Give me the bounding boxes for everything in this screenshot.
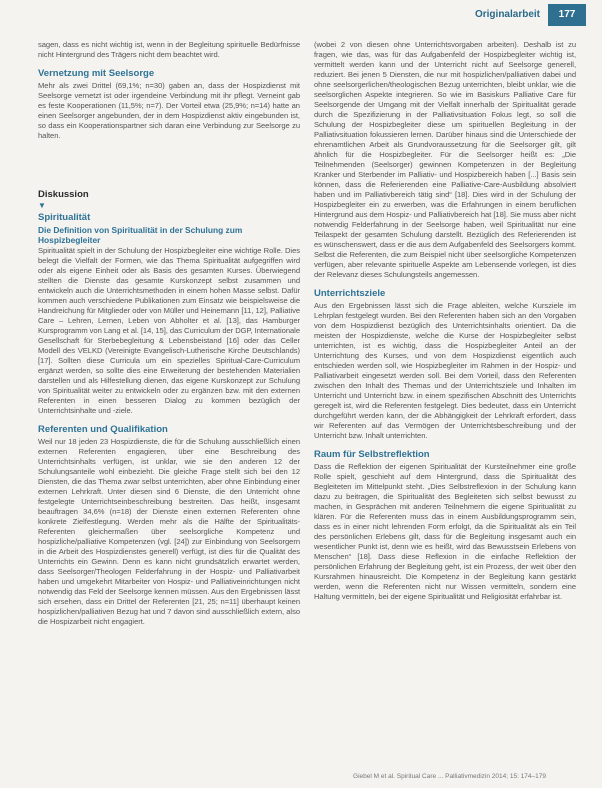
- intro-paragraph: sagen, dass es nicht wichtig ist, wenn in der Begleitung spirituelle Bedürfnisse nicht Hintergrund des Trägers nicht dem beachtet wird.: [38, 40, 300, 59]
- discussion-heading: Diskussion: [38, 189, 89, 200]
- subsection-heading-definition: Die Definition von Spiritualität in der Schulung zum Hospizbegleiter: [38, 225, 243, 245]
- discussion-marker-icon: ▼: [38, 201, 46, 210]
- right-column: [314, 40, 576, 602]
- section-heading-spiritualitaet: Spiritualität: [38, 212, 91, 223]
- section-paragraph-vernetzung: Mehr als zwei Drittel (69,1%; n=30) gaben an, dass der Hospizdienst mit Seelsorge vernetzt ist oder irgendeine Verbindung mit ihr pflegt. Verneint gab es feste Kooperationen (11,5%; n=7). Der Vorteil etwa (25,9%; n=14) hatte an einen Seelsorger angebunden, der in dem Hospizdienst aktiv eingebunden ist, so dass ein Kooperationspartner sich daran eine Verbindung zur Seelsorge zu halten.: [38, 81, 300, 140]
- section-paragraph-selbstreflektion: Dass die Reflektion der eigenen Spiritualität der Kursteilnehmer eine große Rolle spielt, geschieht auf dem Hintergrund, dass die Spiritualität des Begleiteten im Mittelpunkt steht. „Dies Selbstreflexion in der Schulung kann dazu zu beitragen, die Spiritualität des Begleiteten sich selbst bewusst zu machen, in Gesprächen mit anderen Teilnehmern die eigene Spiritualität zu klären. Für die Referenten muss das in einem Ausbildungsprogramm sein, dass es in einer nicht lehrenden Form erfolgt, da die Spiritualität als ein Teil des persönlichen Erlebens gilt, dass für die Begleitung insgesamt auch ein wesentlicher Punkt ist, denn wie es heißt, wird das Bewusstsein Erlebens von Menschen“ [18]. Dass diese Reflexion in die einfache Reflektion der persönlichen Erfahrung der Begleitung geht, ist ein Prozess, der weit über den Kursrahmen hinausreicht. Die Kompetenz in der Begleitung kann gestärkt werden, wenn die Referenten nicht nur Wissen vermitteln, sondern eine Haltung vermitteln, bei der eigene Spiritualität und Religiosität erfahrbar ist.: [314, 462, 576, 601]
- section-heading-referenten: Referenten und Qualifikation: [38, 424, 168, 435]
- left-column: [38, 40, 300, 627]
- right-intro-paragraph: (wobei 2 von diesen ohne Unterrichtsvorgaben arbeiten). Deshalb ist zu fragen, wie das, was für das Aufgabenfeld der Hospizbegleiter wichtig ist, vermittelt werden kann und der Unterricht nicht auf Seelsorge generell, reduziert. Bei jenen 5 Diensten, die nur mit hospizlichen/palliativen dabei und ohne seelsorgerlichen/theologischen Bezug unterrichten, bleibt unklar, wie die seelsorglichen Aspekte integrieren. So wie im Basiskurs Palliative Care für Seelsorgende der Umgang mit der Vielfalt innerhalb der Spiritualität gerade durch die Spezifizierung in der Palliativsituation Fokus legt, so soll die Schulung der Hospizbegleiter diese um spirituellen Begleitung in der Palliativsituation fokussieren lernen. Darüber hinaus sind die Unterschiede der ehrenamtlichen Arbeit als Grundvoraussetzung für die Seelsorger gilt, gilt ähnlich für die Hospizbegleiter. Für die Seelsorger heißt es: „Die Teilnehmenden (Seelsorger) gewinnen Kompetenzen in der Begleitung Kranker und Sterbender im Palliativ- und Hospizbereich haben [...] Basis sein können, dass die Referierenden eine Palliative-Care-Ausbildung absolviert haben und im Palliativbereich tätig sind“ [18]. Dies wird in der Schulung der Hospizbegleiter ein zu erwerben, was die Erfahrungen in einem beruflichen Hintergrund aus dem Hospiz- und Palliativbereich hat [18]. Sie muss aber nicht notwendig Felderfahrung in der Seelsorge haben, weil Spiritualität nur eine Teilaspekt der gesamten Schulung darstellt. Bezüglich des Referierenden ist es wünschenswert, dass er die aus dem Aufgabenfeld des Seelsorgers kommt. Selbst die Referenten, die zum Beispiel nicht über seelsorgliche Kompetenzen verfügen, aber relevante spirituelle Aspekte am Lebensende vorlegen, ist dies der Relevanz dieses Schulungsteils angemessen.: [314, 40, 576, 279]
- section-heading-selbstreflektion: Raum für Selbstreflektion: [314, 449, 430, 460]
- section-paragraph-referenten: Weil nur 18 jeden 23 Hospizdienste, die für die Schulung ausschließlich einen externen Referenten engagieren, über eine Beschreibung des Unterrichtsinhalts verfügen, ist unklar, wie sie den anderen 12 der Schulungsanteile wohl einbezieht. Die gleiche Frage stellt sich bei den 12 Diensten, die das Thema zwar selbst unterrichten, aber ohne Einbindung einer externen Lehrkraft. Unter diesen sind 6 Dienste, die den Unterricht ohne festgelegte Unterrichtseinbeschreibung bestreiten. Das heißt, insgesamt beauftragen 34,6% (n=18) der Dienste einen externen Referenten ohne konkrete Zielfestlegung. Werden mehr als die Hälfte der Spiritualitäts-Referenten gleichermaßen über seelsorgliche Kompetenz und hospizliche/palliative Kompetenzen (vgl. [24]) zur Einbindung von Seelsorgern in die Arbeit des Hospizdienstes generell) verfügt, ist dies für die Qualität des Unterrichts ein Gewinn. Denn es kann nicht grundsätzlich erwartet werden, dass Seelsorger/Theologen Felderfahrung in der Hospiz- und Palliativarbeit haben und umgekehrt Mitarbeiter von Hospiz- und Palliativeinrichtungen nicht notwendig das Feld der Seelsorge kennen müssen. Aus den Ergebnissen lässt sich ersehen, dass ein Drittel der Referenten [21, 25; n=11] überhaupt keinen hospizlichen/palliativen Bezug hat und 7 davon sind ausschließlich extern, also die Hospizarbeit nicht engagiert.: [38, 437, 300, 626]
- section-paragraph-spiritualitaet: Spiritualität spielt in der Schulung der Hospizbegleiter eine wichtige Rolle. Dies belegt die Vielfalt der Formen, wie das Thema Spiritualität aufgegriffen wird oder als eigene Einheit oder als Basis des gesamten Kurses. Überwiegend stellten die Dienste das gesamte Kurskonzept selbst zusammen und entwickeln auch die Unterrichtsmethoden in einem hohen Masse selbst. Dafür kommen auch verschiedene Publikationen zum Einsatz wie beispielsweise die Handreichung für Mitglieder oder von Müller und Heinemann [11, 12], Palliative Care – Lehren, Lernen, Leben von Abholter et al. [13], das Hamburger Kursprogramm von Lang et al. [14, 15], das Curriculum der DGP, Internationale Gesellschaft für Sterbebegleitung & Lebensbeistand [16] oder das Celler Modell des VELKD (Vereinigte Evangelisch-Lutherische Kirche Deutschlands) [17]. Sollten diese Curricula um ein spezielles Spiritual-Care-Curriculum ergänzt werden, so sollte dies eine Erweiterung der bestehenden Materialien darstellen und als Hilfestellung dienen, das eigene Kurskonzept zur Schulung von Spiritualität weiter zu entwickeln oder zu ergänzen bzw. mit den externen Referenten in einen besseren Dialog zu kommen bezüglich der Unterrichtsinhalte und -ziele.: [38, 246, 300, 415]
- page-footer: [0, 768, 602, 782]
- footer-citation: Giebel M et al. Spiritual Care ... Palliativmedizin 2014; 15: 174–179: [353, 773, 546, 780]
- page-header: [0, 0, 602, 34]
- section-heading-unterrichtsziele: Unterrichtsziele: [314, 288, 386, 299]
- page-number-badge: 177: [548, 4, 586, 26]
- section-heading-vernetzung: Vernetzung mit Seelsorge: [38, 68, 155, 79]
- section-paragraph-unterrichtsziele: Aus den Ergebnissen lässt sich die Frage ableiten, welche Kursziele im Lehrplan festgelegt wurden. Bei den Referenten haben sich an den Vorgaben von dem Hospizdienst bezüglich des Unterrichtsinhalts orientiert. Da die meisten der Hospizdienste, welche die Kurse der Hospizbegleiter selbst unterrichten, ist es wichtig, dass die Hospizbegleiter Anteil an der Unterrichtung des Kurses, und von dem Hospizdienst eigentlich auch entschieden werden soll, wie Hospizbegleiter im Rahmen in der Hospiz- und Palliativarbeit eingesetzt werden soll. Bei dem Vorteil, dass den Referenten zwischen den Inhalt des Themas und der Unterrichtsziele und Inhalten im Unterricht und Unterricht bzw. in einem spezifischen Abschnitt des Unterrichts geregelt ist, wird die Referenten festgelegt. Dies bedeutet, dass ein Unterricht durchgeführt werden kann, der die Abhängigkeit der Lehrkraft erfordert, dass wir Referenten auf das Vermögen der Unterrichtsbeschreibung und der Unterricht bzw. Inhalt unterrichten.: [314, 301, 576, 440]
- article-type-label: Originalarbeit: [474, 9, 540, 20]
